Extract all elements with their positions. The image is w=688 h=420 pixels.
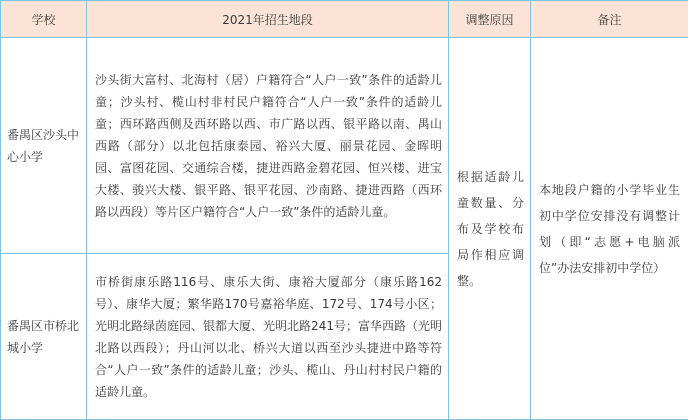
header-note: 备注: [531, 1, 688, 38]
table-row: [1, 38, 688, 254]
district-description: 沙头街大富村、北海村（居）户籍符合“人户一致”条件的适龄儿童；沙头村、榄山村非村民户籍符合“人户一致”条件的适龄儿童；西环路西侧及西环路以西、市广路以西、银平路以南、禺山西路（部分）以北包括康泰园、裕兴大厦、丽景花园、金晖明园、富图花园、交通综合楼，捷进西路金碧花园、恒兴楼、进宝大楼、骏兴大楼、银平路、银平花园、沙南路、捷进西路（西环路以西段）等片区户籍符合“人户一致”条件的适龄儿童。: [87, 38, 449, 254]
school-name: 番禺区市桥北城小学: [1, 254, 87, 420]
district-description: 市桥街康乐路116号、康乐大街、康裕大厦部分（康乐路162号）、康华大厦；繁华路170号嘉裕华庭、172号、174号小区；光明北路绿茵庭园、银都大厦、光明北路241号；富华西路（光明北路以西段）；丹山河以北、桥兴大道以西至沙头捷进中路等符合“人户一致”条件的适龄儿童；沙头、榄山、丹山村村民户籍的适龄儿童。: [87, 254, 449, 420]
header-district: 2021年招生地段: [87, 1, 449, 38]
table-header-row: [1, 1, 688, 38]
header-reason: 调整原因: [449, 1, 531, 38]
adjustment-reason: 根据适龄儿童数量、分布及学校布局作相应调整。: [449, 38, 531, 420]
school-name: 番禺区沙头中心小学: [1, 38, 87, 254]
header-school: 学校: [1, 1, 87, 38]
remark: 本地段户籍的小学毕业生初中学位安排没有调整计划（即“志愿+电脑派位”办法安排初中学位）: [531, 38, 688, 420]
